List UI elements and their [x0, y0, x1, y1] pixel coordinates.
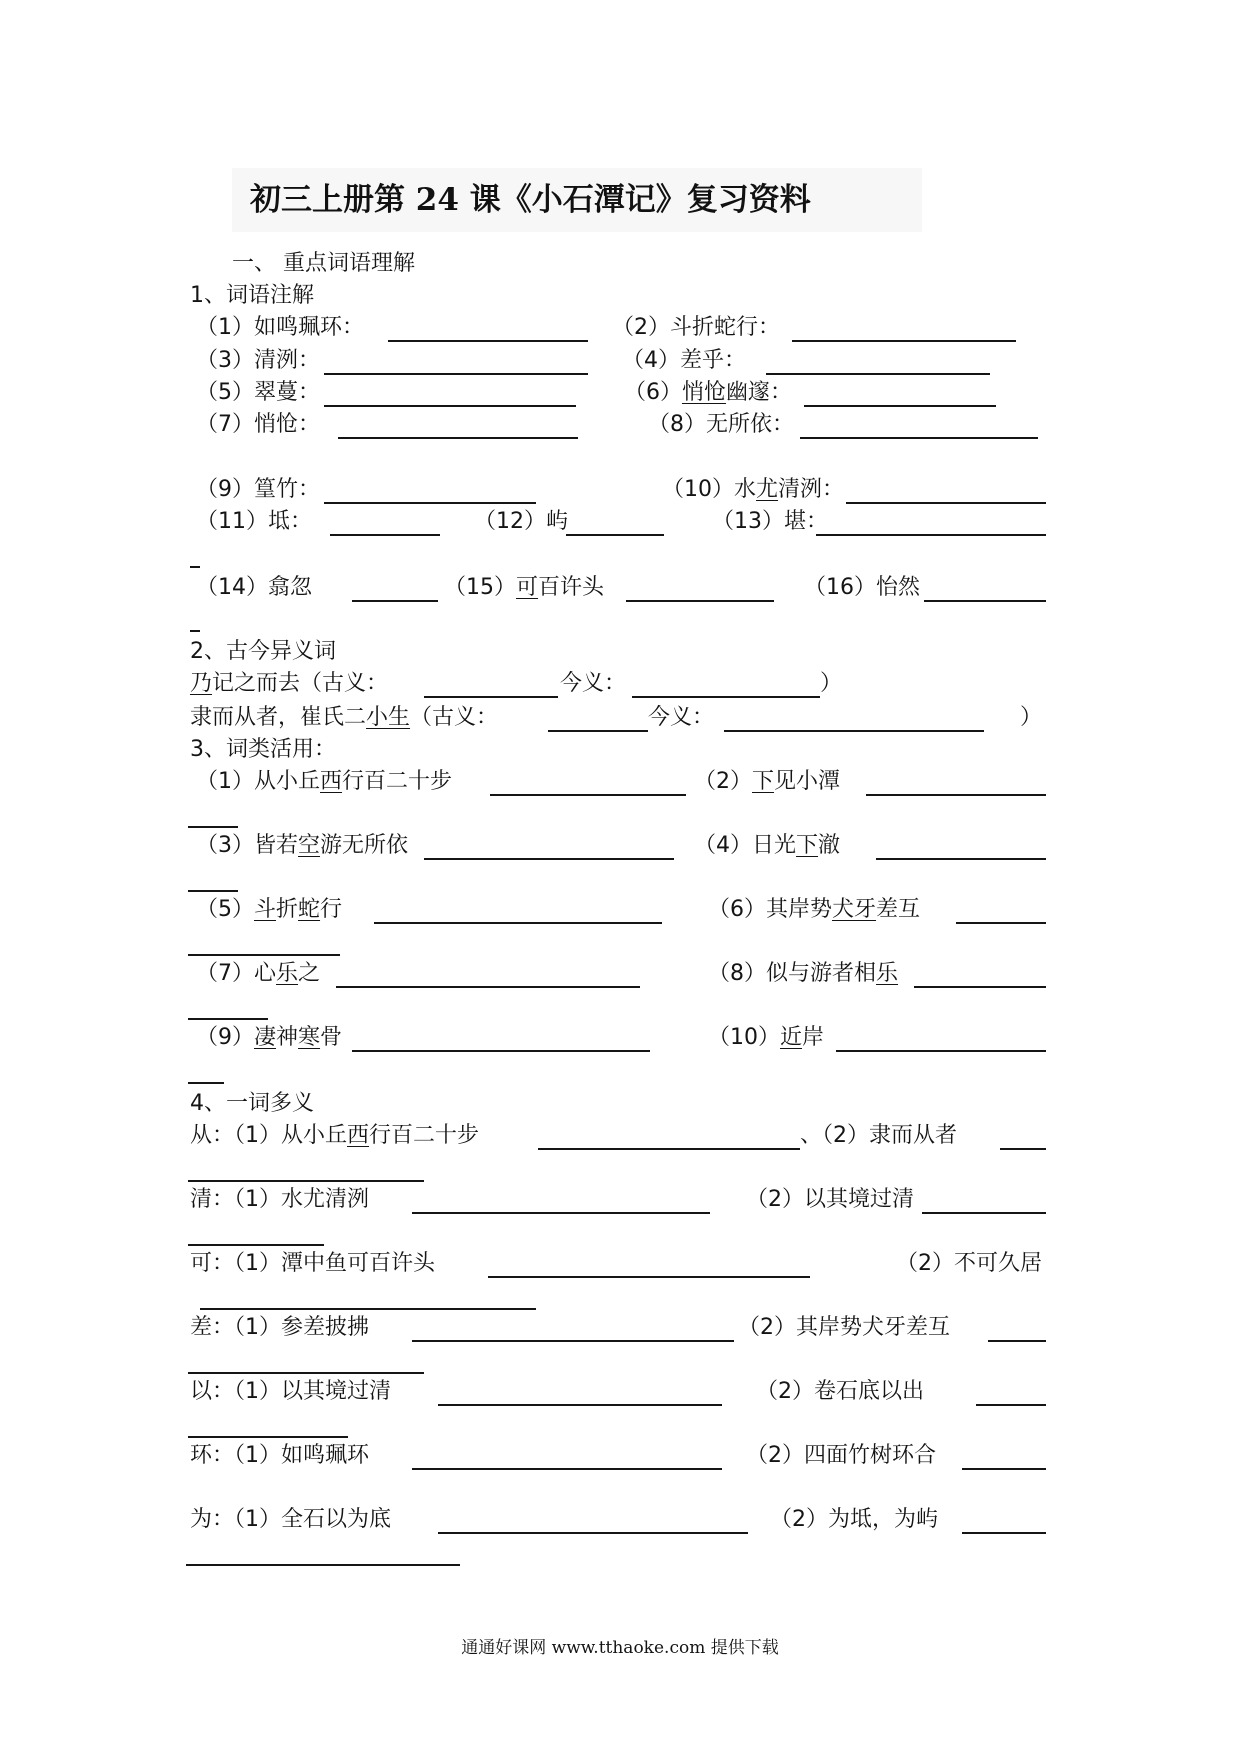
answer-blank[interactable] — [324, 373, 588, 375]
polysemy-row-cong: 从：（1）从小丘西行百二十步 — [190, 1123, 480, 1148]
answer-blank[interactable] — [800, 437, 1038, 439]
answer-blank[interactable] — [766, 373, 990, 375]
answer-blank-continuation — [188, 1436, 348, 1438]
archaic-item-2: 隶而从者，崔氏二小生（古义： — [190, 705, 499, 730]
glossary-item-3: （3）清洌： — [196, 348, 321, 373]
answer-blank[interactable] — [548, 730, 648, 732]
pos-item-6: （6）其岸势犬牙差互 — [708, 897, 921, 922]
answer-blank-continuation — [186, 1564, 460, 1566]
answer-blank[interactable] — [962, 1532, 1046, 1534]
archaic-close-2: ） — [1020, 705, 1043, 730]
glossary-item-16: （16）怡然 — [804, 575, 921, 600]
pos-item-4: （4）日光下澈 — [694, 833, 841, 858]
answer-blank-continuation — [190, 630, 200, 632]
subsection-heading-3: 3、词类活用： — [190, 737, 336, 762]
answer-blank[interactable] — [538, 1148, 800, 1150]
polysemy-row-ke-b: （2）不可久居 — [896, 1251, 1043, 1276]
polysemy-row-yi: 以：（1）以其境过清 — [190, 1379, 392, 1404]
answer-blank[interactable] — [374, 922, 662, 924]
answer-blank[interactable] — [566, 534, 664, 536]
answer-blank[interactable] — [846, 502, 1046, 504]
answer-blank[interactable] — [962, 1468, 1046, 1470]
polysemy-row-ke: 可：（1）潭中鱼可百许头 — [190, 1251, 436, 1276]
glossary-item-9: （9）篁竹： — [196, 477, 321, 502]
glossary-item-6: （6）悄怆幽邃： — [624, 380, 793, 405]
glossary-item-2: （2）斗折蛇行： — [612, 315, 781, 340]
section-heading: 一、 重点词语理解 — [232, 251, 415, 276]
glossary-item-11: （11）坻： — [196, 509, 313, 534]
answer-blank[interactable] — [330, 534, 440, 536]
subsection-heading-2: 2、古今异义词 — [190, 639, 336, 664]
answer-blank[interactable] — [324, 405, 576, 407]
polysemy-row-wei: 为：（1）全石以为底 — [190, 1507, 392, 1532]
answer-blank[interactable] — [836, 1050, 1046, 1052]
glossary-item-13: （13）堪： — [712, 509, 829, 534]
page-title: 初三上册第 24 课《小石潭记》复习资料 — [250, 182, 811, 218]
archaic-close-1: ） — [820, 671, 843, 696]
answer-blank[interactable] — [724, 730, 984, 732]
answer-blank[interactable] — [388, 340, 588, 342]
glossary-item-8: （8）无所依： — [648, 412, 795, 437]
pos-item-10: （10）近岸 — [708, 1025, 825, 1050]
archaic-item-1: 乃记之而去（古义： — [190, 671, 389, 696]
subsection-heading-1: 1、词语注解 — [190, 283, 314, 308]
answer-blank-continuation — [188, 954, 340, 956]
pos-item-7: （7）心乐之 — [196, 961, 321, 986]
polysemy-row-ci: 差：（1）参差披拂 — [190, 1315, 370, 1340]
polysemy-row-ci-b: （2）其岸势犬牙差互 — [738, 1315, 951, 1340]
answer-blank-continuation — [188, 1372, 424, 1374]
answer-blank[interactable] — [490, 794, 686, 796]
glossary-item-10: （10）水尤清洌： — [662, 477, 845, 502]
answer-blank-continuation — [188, 890, 238, 892]
subsection-heading-4: 4、一词多义 — [190, 1091, 314, 1116]
answer-blank[interactable] — [412, 1340, 734, 1342]
pos-item-3: （3）皆若空游无所依 — [196, 833, 409, 858]
answer-blank[interactable] — [924, 600, 1046, 602]
answer-blank-continuation — [188, 1018, 268, 1020]
answer-blank[interactable] — [338, 437, 578, 439]
glossary-item-4: （4）差乎： — [622, 348, 747, 373]
glossary-item-12: （12）屿 — [474, 509, 569, 534]
pos-item-9: （9）凄神寒骨 — [196, 1025, 343, 1050]
answer-blank[interactable] — [488, 1276, 810, 1278]
answer-blank[interactable] — [352, 600, 438, 602]
answer-blank[interactable] — [1000, 1148, 1046, 1150]
glossary-item-5: （5）翠蔓： — [196, 380, 321, 405]
answer-blank-continuation — [188, 1180, 424, 1182]
archaic-modern-label-2: 今义： — [648, 705, 715, 730]
answer-blank[interactable] — [632, 696, 820, 698]
answer-blank[interactable] — [424, 696, 558, 698]
answer-blank[interactable] — [412, 1468, 722, 1470]
answer-blank-continuation — [188, 826, 238, 828]
glossary-item-15: （15）可百许头 — [444, 575, 605, 600]
polysemy-row-qing: 清：（1）水尤清洌 — [190, 1187, 370, 1212]
answer-blank[interactable] — [816, 534, 1046, 536]
polysemy-row-huan: 环：（1）如鸣珮环 — [190, 1443, 370, 1468]
polysemy-row-qing-b: （2）以其境过清 — [746, 1187, 915, 1212]
answer-blank[interactable] — [956, 922, 1046, 924]
page-footer: 通通好课网 www.tthaoke.com 提供下载 — [461, 1638, 779, 1658]
glossary-item-14: （14）翕忽 — [196, 575, 313, 600]
answer-blank[interactable] — [922, 1212, 1046, 1214]
answer-blank[interactable] — [792, 340, 1016, 342]
answer-blank[interactable] — [626, 600, 774, 602]
answer-blank-continuation — [188, 1082, 224, 1084]
answer-blank[interactable] — [914, 986, 1046, 988]
pos-item-5: （5）斗折蛇行 — [196, 897, 343, 922]
answer-blank[interactable] — [988, 1340, 1046, 1342]
glossary-item-7: （7）悄怆： — [196, 412, 321, 437]
pos-item-8: （8）似与游者相乐 — [708, 961, 899, 986]
polysemy-row-cong-b: 、（2）隶而从者 — [800, 1123, 958, 1148]
polysemy-row-yi-b: （2）卷石底以出 — [756, 1379, 925, 1404]
answer-blank[interactable] — [976, 1404, 1046, 1406]
answer-blank[interactable] — [352, 1050, 650, 1052]
answer-blank[interactable] — [200, 1308, 536, 1310]
answer-blank[interactable] — [438, 1532, 748, 1534]
answer-blank-continuation — [190, 566, 200, 568]
polysemy-row-huan-b: （2）四面竹树环合 — [746, 1443, 937, 1468]
answer-blank-continuation — [188, 1244, 324, 1246]
answer-blank[interactable] — [336, 986, 640, 988]
pos-item-2: （2）下见小潭 — [694, 769, 841, 794]
answer-blank[interactable] — [424, 858, 674, 860]
answer-blank[interactable] — [324, 502, 536, 504]
answer-blank[interactable] — [876, 858, 1046, 860]
polysemy-row-wei-b: （2）为坻，为屿 — [770, 1507, 939, 1532]
answer-blank[interactable] — [412, 1212, 710, 1214]
glossary-item-1: （1）如鸣珮环： — [196, 315, 365, 340]
pos-item-1: （1）从小丘西行百二十步 — [196, 769, 453, 794]
answer-blank[interactable] — [866, 794, 1046, 796]
archaic-modern-label-1: 今义： — [560, 671, 627, 696]
answer-blank[interactable] — [804, 405, 996, 407]
answer-blank[interactable] — [438, 1404, 722, 1406]
